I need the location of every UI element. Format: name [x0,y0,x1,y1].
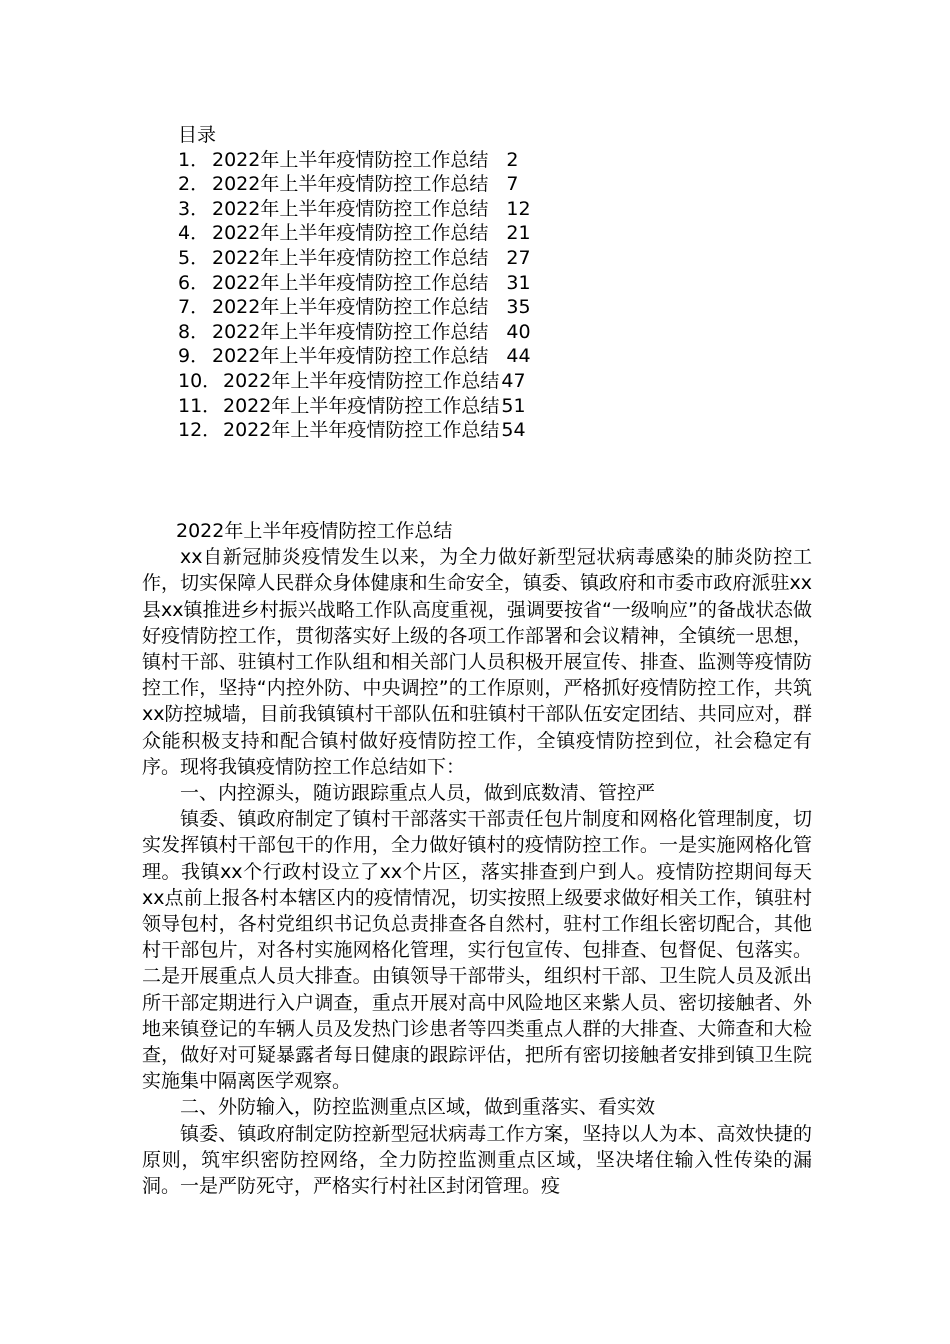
document-body [142,518,812,1199]
toc-entry-page: 21 [506,222,531,245]
toc-entry[interactable] [178,246,598,271]
section-heading-1: 一、内控源头，随访跟踪重点人员，做到底数清、管控严 [180,782,656,805]
toc-entry-number: 3． [178,197,210,220]
toc-entry-page: 12 [506,197,531,220]
toc-entry[interactable] [178,369,598,394]
toc-entry-page: 35 [506,296,531,319]
toc-entry-text: 2022年上半年疫情防控工作总结 [212,296,489,319]
toc-entry[interactable] [178,418,598,443]
toc-entry-text: 2022年上半年疫情防控工作总结 [212,173,489,196]
toc-entry-text: 2022年上半年疫情防控工作总结 [223,419,500,442]
toc-entry-number: 1． [178,148,210,171]
section-paragraph-1: 镇委、镇政府制定了镇村干部落实干部责任包片制度和网格化管理制度，切实发挥镇村干部包干的作用，全力做好镇村的疫情防控工作。一是实施网格化管理。我镇xx个行政村设立了xx个片区，落实排查到户到人。疫情防控期间每天xx点前上报各村本辖区内的疫情情况，切实按照上级要求做好相关工作，镇驻村领导包村，各村党组织书记负总责排查各自然村，驻村工作组长密切配合，其他村干部包片，对各村实施网格化管理，实行包宣传、包排查、包督促、包落实。二是开展重点人员大排查。由镇领导干部带头，组织村干部、卫生院人员及派出所干部定期进行入户调查，重点开展对高中风险地区来紫人员、密切接触者、外地来镇登记的车辆人员及发热门诊患者等四类重点人群的大排查、大筛查和大检查，做好对可疑暴露者每日健康的跟踪评估，把所有密切接触者安排到镇卫生院实施集中隔离医学观察。 [142,808,812,1093]
toc-entry-text: 2022年上半年疫情防控工作总结 [212,271,489,294]
toc-entry-number: 8． [178,320,210,343]
table-of-contents [178,123,598,443]
toc-entry-number: 4． [178,222,210,245]
toc-entry-text: 2022年上半年疫情防控工作总结 [212,345,489,368]
toc-entry-number: 9． [178,345,210,368]
toc-entry[interactable] [178,172,598,197]
toc-entry-number: 12． [178,419,222,442]
toc-entry-number: 10． [178,369,222,392]
toc-entry[interactable] [178,320,598,345]
toc-entry-number: 2． [178,173,210,196]
toc-entry-number: 5． [178,246,210,269]
document-title: 2022年上半年疫情防控工作总结 [176,520,453,542]
toc-entry-number: 7． [178,296,210,319]
toc-entry[interactable] [178,221,598,246]
toc-entry-text: 2022年上半年疫情防控工作总结 [223,369,500,392]
toc-entry-number: 6． [178,271,210,294]
toc-entry[interactable] [178,394,598,419]
section-paragraph-2: 镇委、镇政府制定防控新型冠状病毒工作方案，坚持以人为本、高效快捷的原则，筑牢织密防控网络，全力防控监测重点区域，坚决堵住输入性传染的漏洞。一是严防死守，严格实行村社区封闭管理。疫 [142,1122,812,1198]
toc-entry-number: 11． [178,394,222,417]
section-heading-2: 二、外防输入，防控监测重点区域，做到重落实、看实效 [180,1096,656,1119]
toc-entry-page: 31 [506,271,531,294]
toc-entry[interactable] [178,197,598,222]
toc-entry-page: 27 [506,246,531,269]
toc-entry[interactable] [178,148,598,173]
toc-entry-page: 44 [506,345,531,368]
toc-entry-page: 7 [506,173,519,196]
toc-entry[interactable] [178,271,598,296]
toc-entry-page: 40 [506,320,531,343]
intro-paragraph: xx自新冠肺炎疫情发生以来，为全力做好新型冠状病毒感染的肺炎防控工作，切实保障人民群众身体健康和生命安全，镇委、镇政府和市委市政府派驻xx县xx镇推进乡村振兴战略工作队高度重视，强调要按省“一级响应”的备战状态做好疫情防控工作，贯彻落实好上级的各项工作部署和会议精神，全镇统一思想，镇村干部、驻镇村工作队组和相关部门人员积极开展宣传、排查、监测等疫情防控工作，坚持“内控外防、中央调控”的工作原则，严格抓好疫情防控工作，共筑xx防控城墙，目前我镇镇村干部队伍和驻镇村干部队伍安定团结、共同应对，群众能积极支持和配合镇村做好疫情防控工作，全镇疫情防控到位，社会稳定有序。现将我镇疫情防控工作总结如下： [142,546,812,778]
toc-entry-page: 47 [501,369,526,392]
toc-entry-text: 2022年上半年疫情防控工作总结 [212,246,489,269]
toc-entry-text: 2022年上半年疫情防控工作总结 [223,394,500,417]
toc-entry-page: 51 [501,394,526,417]
toc-entry-text: 2022年上半年疫情防控工作总结 [212,320,489,343]
toc-entry[interactable] [178,295,598,320]
toc-entry-page: 54 [501,419,526,442]
toc-title: 目录 [178,124,217,146]
toc-entry-text: 2022年上半年疫情防控工作总结 [212,222,489,245]
toc-entry-page: 2 [506,148,519,171]
toc-entry[interactable] [178,344,598,369]
toc-entry-text: 2022年上半年疫情防控工作总结 [212,148,489,171]
toc-entry-text: 2022年上半年疫情防控工作总结 [212,197,489,220]
